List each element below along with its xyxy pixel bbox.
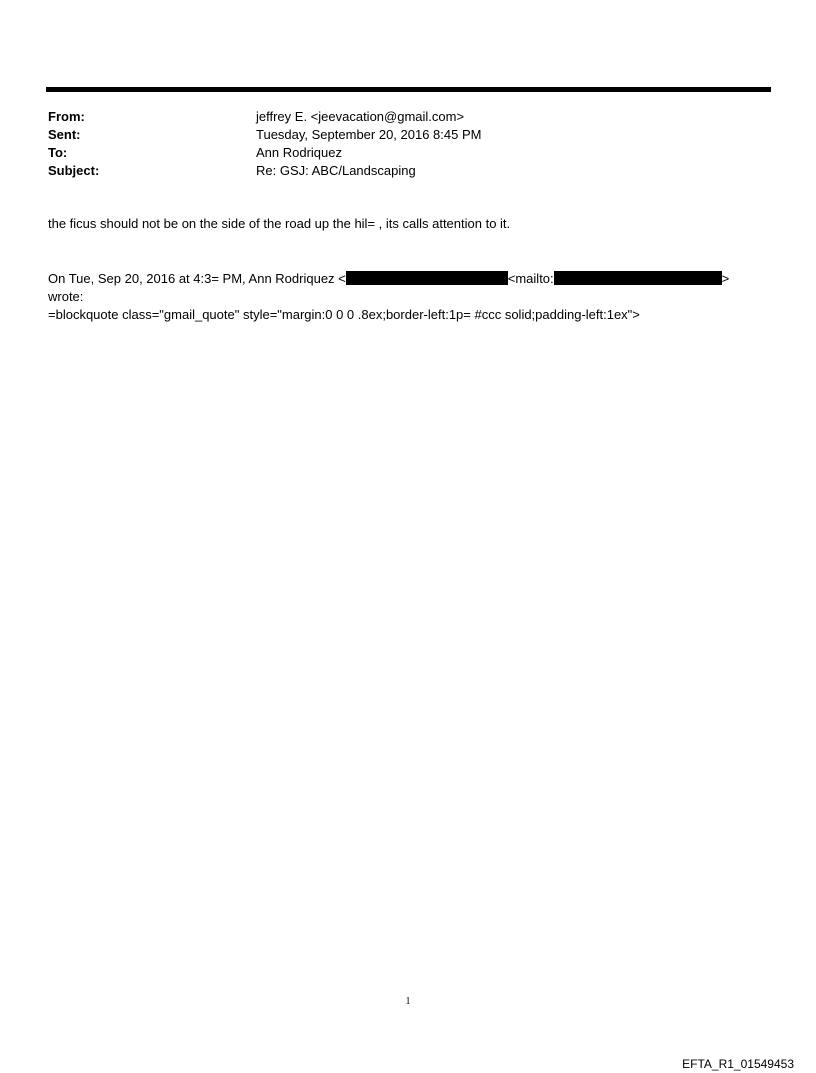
- to-label: To:: [48, 145, 68, 160]
- subject-value: Re: GSJ: ABC/Landscaping: [256, 163, 416, 178]
- redaction-block: [554, 271, 722, 285]
- quote-intro-line: [48, 270, 729, 288]
- subject-row: [48, 162, 748, 180]
- quote-wrote-text: wrote:: [48, 289, 84, 304]
- quote-close-bracket: >: [721, 271, 730, 286]
- sent-value: Tuesday, September 20, 2016 8:45 PM: [256, 127, 482, 142]
- to-row: [48, 144, 748, 162]
- header-divider-rule: [46, 87, 771, 92]
- redaction-block: [346, 271, 508, 285]
- quote-raw-html-text: =blockquote class="gmail_quote" style="margin:0 0 0 .8ex;border-left:1p= #ccc solid;padding-left:1ex">: [48, 307, 640, 322]
- message-text: the ficus should not be on the side of the road up the hil= , its calls attention to it.: [48, 216, 511, 231]
- bates-number: EFTA_R1_01549453: [682, 1057, 794, 1071]
- subject-label: Subject:: [48, 163, 100, 178]
- to-value: Ann Rodriquez: [256, 145, 342, 160]
- sent-label: Sent:: [48, 127, 81, 142]
- quote-intro-text: On Tue, Sep 20, 2016 at 4:3= PM, Ann Rodriquez <: [48, 271, 346, 286]
- from-value: jeffrey E. <jeevacation@gmail.com>: [256, 109, 465, 124]
- from-row: [48, 108, 748, 126]
- quote-mailto-text: <mailto:: [507, 271, 554, 286]
- page-number: 1: [405, 996, 411, 1007]
- from-label: From:: [48, 109, 85, 124]
- sent-row: [48, 126, 748, 144]
